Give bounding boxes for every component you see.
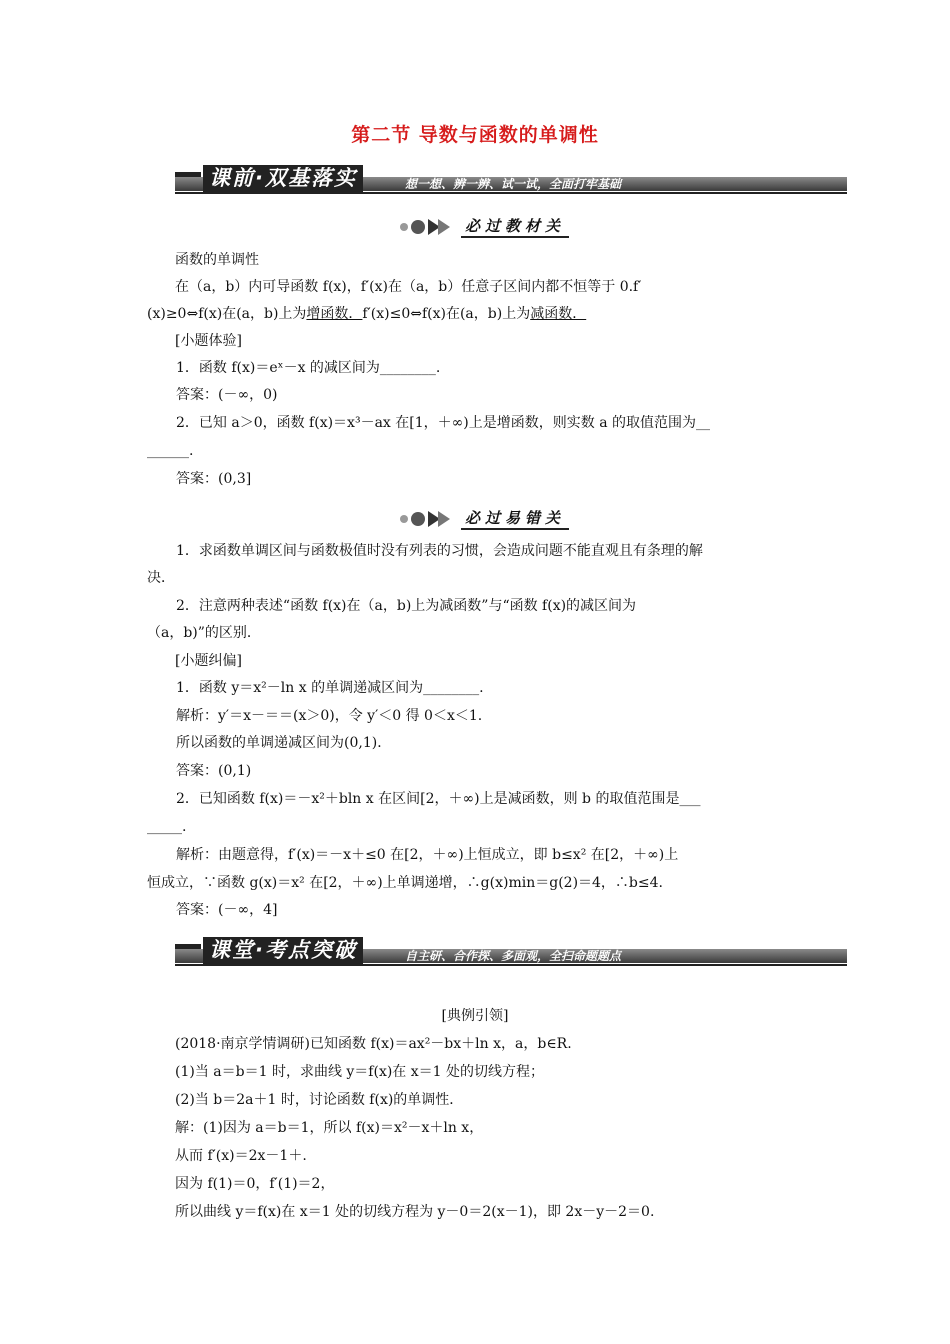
s1-para1-b-mid: f′(x)≤0⇔f(x)在(a，b)上为 <box>362 306 531 322</box>
example-line-7: 所以曲线 y＝f(x)在 x＝1 处的切线方程为 y－0＝2(x－1)，即 2x－y－2＝0. <box>175 1204 655 1220</box>
s1-answer-2: 答案：(0,3] <box>176 471 252 487</box>
s1-question-1: 1．函数 f(x)＝eˣ－x 的减区间为________. <box>176 360 441 376</box>
s2-solution-2a: 解析：由题意得，f′(x)＝－x＋≤0 在[2，＋∞)上恒成立，即 b≤x² 在[2，＋∞)上 <box>176 847 679 863</box>
section-header-textbook <box>0 214 950 238</box>
example-heading: [典例引领] <box>441 1008 509 1024</box>
example-line-6: 因为 f(1)＝0，f′(1)＝2， <box>175 1176 335 1192</box>
s1-para1-b-pre: (x)≥0⇔f(x)在(a，b)上为 <box>147 306 307 322</box>
s1-answer-1: 答案：(－∞，0) <box>176 387 278 403</box>
s2-question-2b: _____. <box>147 819 187 835</box>
dots-arrow-icon <box>398 510 458 528</box>
s2-solution-1: 解析：y′＝x－＝＝(x＞0)，令 y′＜0 得 0＜x＜1. <box>176 708 483 724</box>
s2-para2-b: （a，b)”的区别． <box>147 625 261 641</box>
example-line-1: (2018·南京学情调研)已知函数 f(x)＝ax²－bx＋ln x，a，b∈R. <box>175 1036 572 1052</box>
s1-question-2b: ______. <box>147 443 194 459</box>
page-title: 第二节 导数与函数的单调性 <box>351 124 599 146</box>
example-line-3: (2)当 b＝2a＋1 时，讨论函数 f(x)的单调性． <box>175 1092 464 1108</box>
increasing-term: 增函数． <box>306 306 363 322</box>
dots-arrow-icon <box>398 218 458 236</box>
s1-para1-b <box>147 304 586 324</box>
banner-subtitle: 自主研、合作探、多面观，全扫命题题点 <box>405 949 622 963</box>
s1-question-2a: 2．已知 a＞0，函数 f(x)＝x³－ax 在[1，＋∞)上是增函数，则实数 a 的取值范围为__ <box>176 415 711 431</box>
example-line-2: (1)当 a＝b＝1 时，求曲线 y＝f(x)在 x＝1 处的切线方程； <box>175 1064 545 1080</box>
s1-heading: 函数的单调性 <box>175 252 259 268</box>
section-header-mistakes <box>0 506 950 530</box>
s2-para2-a: 2．注意两种表述“函数 f(x)在（a，b)上为减函数”与“函数 f(x)的减区间为 <box>176 598 637 614</box>
s2-solution-1b: 所以函数的单调递减区间为(0,1)． <box>176 735 392 751</box>
s2-question-2a: 2．已知函数 f(x)＝－x²＋bln x 在区间[2，＋∞)上是减函数，则 b 的取值范围是___ <box>176 791 701 807</box>
xiaoti-label: [小题体验] <box>175 333 242 349</box>
s2-answer-1: 答案：(0,1) <box>176 763 252 779</box>
example-line-4: 解：(1)因为 a＝b＝1，所以 f(x)＝x²－x＋ln x， <box>175 1120 484 1136</box>
jiupian-label: [小题纠偏] <box>175 653 242 669</box>
s2-question-1: 1．函数 y＝x²－ln x 的单调递减区间为________. <box>176 680 484 696</box>
section-label: 必过易错关 <box>461 507 569 530</box>
decreasing-term: 减函数． <box>530 306 587 322</box>
banner-underline <box>175 964 847 966</box>
banner-title: 课堂·考点突破 <box>203 937 363 964</box>
banner-underline <box>175 192 847 194</box>
s2-solution-2b: 恒成立，∵函数 g(x)＝x² 在[2，＋∞)上单调递增，∴g(x)min＝g(2)＝4，∴b≤4. <box>147 875 663 891</box>
s2-para1-b: 决． <box>147 570 175 586</box>
banner-subtitle: 想一想、辨一辨、试一试，全面打牢基础 <box>405 177 622 191</box>
s2-para1-a: 1．求函数单调区间与函数极值时没有列表的习惯，会造成问题不能直观且有条理的解 <box>176 543 703 559</box>
section-label: 必过教材关 <box>461 215 569 238</box>
banner-title: 课前·双基落实 <box>203 165 363 192</box>
s1-para1-a: 在（a，b）内可导函数 f(x)，f′(x)在（a，b）任意子区间内都不恒等于 0.f′ <box>175 279 642 295</box>
banner-pre-class <box>175 168 847 194</box>
example-line-5: 从而 f′(x)＝2x－1＋. <box>175 1148 307 1164</box>
banner-in-class <box>175 940 847 966</box>
s2-answer-2: 答案：(－∞，4] <box>176 902 278 918</box>
